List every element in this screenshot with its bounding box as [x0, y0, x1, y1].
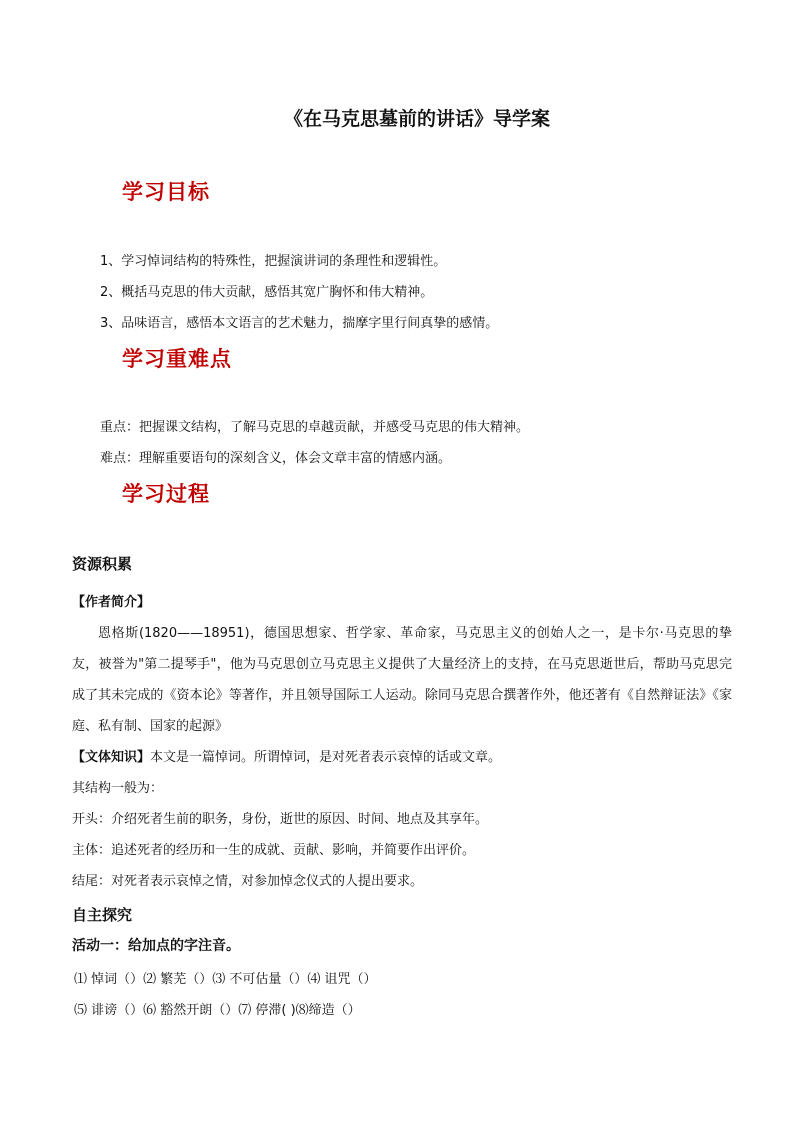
explore-heading: 自主探究	[72, 906, 133, 924]
goal-item: 2、概括马克思的伟大贡献，感悟其宽广胸怀和伟大精神。	[100, 285, 434, 300]
pinyin-items-line-1: ⑴ 悼词（）⑵ 繁芜（）⑶ 不可估量（）⑷ 诅咒（）	[74, 972, 377, 987]
author-label: 【作者简介】	[72, 595, 151, 610]
goal-item: 1、学习悼词结构的特殊性，把握演讲词的条理性和逻辑性。	[100, 254, 447, 269]
pinyin-items-line-2: ⑸ 诽谤（）⑹ 豁然开朗（）⑺ 停滞( )⑻缔造（）	[74, 1003, 361, 1018]
resources-body	[72, 587, 732, 897]
key-point-item: 重点：把握课文结构，了解马克思的卓越贡献，并感受马克思的伟大精神。	[100, 420, 530, 435]
resources-heading: 资源积累	[72, 555, 133, 573]
structure-body: 主体：追述死者的经历和一生的成就、贡献、影响，并简要作出评价。	[72, 843, 476, 858]
section-heading-key-points: 学习重难点	[122, 346, 232, 371]
author-text: 恩格斯(1820——18951)，德国思想家、哲学家、革命家，马克思主义的创始人之一，是卡尔·马克思的挚友，被誉为"第二提琴手"，他为马克思创立马克思主义提供了大量经济上的支持，在马克思逝世后，帮助马克思完成了其未完成的《资本论》等著作，并且领导国际工人运动。除同马克思合撰著作外，他还著有《自然辩证法》《家庭、私有制、国家的起源》	[72, 626, 732, 734]
genre-label: 【文体知识】	[72, 750, 151, 765]
structure-ending: 结尾：对死者表示哀悼之情，对参加悼念仪式的人提出要求。	[72, 874, 424, 889]
page-title: 《在马克思墓前的讲话》导学案	[283, 108, 550, 130]
genre-text: 本文是一篇悼词。所谓悼词，是对死者表示哀悼的话或文章。	[150, 750, 502, 765]
structure-opening: 开头：介绍死者生前的职务，身份，逝世的原因、时间、地点及其享年。	[72, 812, 489, 827]
genre-line	[72, 742, 732, 773]
key-point-item: 难点：理解重要语句的深刻含义，体会文章丰富的情感内涵。	[100, 451, 452, 466]
activity-heading: 活动一：给加点的字注音。	[72, 938, 240, 954]
section-heading-goals: 学习目标	[122, 179, 210, 204]
structure-intro: 其结构一般为：	[72, 781, 164, 796]
section-heading-process: 学习过程	[122, 481, 210, 506]
goal-item: 3、品味语言，感悟本文语言的艺术魅力，揣摩字里行间真挚的感情。	[100, 316, 499, 331]
